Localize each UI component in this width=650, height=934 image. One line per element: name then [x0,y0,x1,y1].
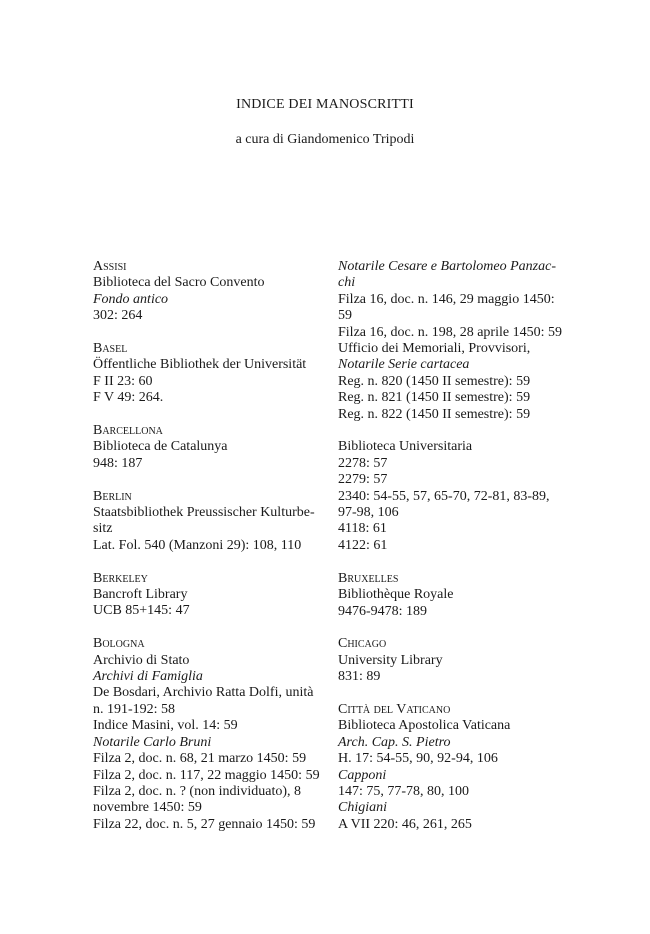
index-entry: De Bosdari, Archivio Ratta Dolfi, unità [93,685,314,701]
collection-heading: Archivi di Famiglia [93,669,203,685]
entry-spacer [93,554,333,570]
index-entry: 2340: 54-55, 57, 65-70, 72-81, 83-89, [338,488,550,504]
index-entry: Filza 2, doc. n. ? (non individuato), 8 [93,783,302,799]
index-entry: University Library [338,652,443,668]
city-heading: Assisi [93,259,127,274]
index-entry: UCB 85+145: 47 [93,603,190,619]
index-entry: Reg. n. 822 (1450 II semestre): 59 [338,406,531,422]
index-entry: n. 191-192: 58 [93,701,176,717]
index-entry: Bibliothèque Royale [338,587,454,603]
index-entry: 831: 89 [338,669,381,685]
city-heading: Berlin [93,488,132,504]
index-entry: Staatsbibliothek Preussischer Kulturbe- [93,505,315,521]
index-column-left [93,259,333,833]
page-subtitle: a cura di Giandomenico Tripodi [235,132,415,147]
entry-spacer [338,423,574,439]
index-entry: A VII 220: 46, 261, 265 [338,816,472,832]
index-entry: F II 23: 60 [93,373,153,389]
city-heading: Berkeley [93,570,148,586]
city-heading: Basel [93,341,128,357]
collection-heading: Notarile Cesare e Bartolomeo Panzac- [338,259,557,274]
index-entry: Filza 22, doc. n. 5, 27 gennaio 1450: 59 [93,816,316,832]
index-entry: Filza 2, doc. n. 68, 21 marzo 1450: 59 [93,751,307,767]
collection-heading: Arch. Cap. S. Pietro [338,734,451,750]
index-entry: Biblioteca Apostolica Vaticana [338,718,511,734]
entry-spacer [93,407,333,423]
collection-heading: Notarile Carlo Bruni [93,734,212,750]
index-entry: Ufficio dei Memoriali, Provvisori, [338,341,531,357]
index-entry: Reg. n. 821 (1450 II semestre): 59 [338,390,531,406]
index-entry: Bancroft Library [93,587,188,603]
index-entry: 2278: 57 [338,455,388,471]
city-heading: Bologna [93,636,145,652]
index-column-right [338,259,574,833]
city-heading: Bruxelles [338,570,399,586]
index-entry: H. 17: 54-55, 90, 92-94, 106 [338,751,498,767]
index-entry: 97-98, 106 [338,505,399,521]
collection-heading: Chigiani [338,800,388,816]
collection-heading: Notarile Serie cartacea [338,357,470,373]
index-entry: 2279: 57 [338,472,388,488]
entry-spacer [93,325,333,341]
index-entry: Filza 16, doc. n. 198, 28 aprile 1450: 59 [338,324,562,340]
index-entry: F V 49: 264. [93,390,164,406]
index-entry: 302: 264 [93,308,143,324]
index-entry: sitz [93,521,113,537]
collection-heading: Capponi [338,767,387,783]
index-entry: Reg. n. 820 (1450 II semestre): 59 [338,373,531,389]
entry-spacer [338,554,574,570]
index-entry: 59 [338,308,352,324]
collection-heading: chi [338,275,356,291]
collection-heading: Fondo antico [93,291,169,307]
entry-spacer [93,620,333,636]
index-entry: 4122: 61 [338,537,388,553]
index-entry: novembre 1450: 59 [93,800,202,816]
index-entry: Biblioteca de Catalunya [93,439,228,455]
index-entry: 948: 187 [93,455,143,471]
index-entry: Biblioteca del Sacro Convento [93,275,265,291]
entry-spacer [338,620,574,636]
index-entry: Filza 2, doc. n. 117, 22 maggio 1450: 59 [93,767,320,783]
entry-spacer [93,472,333,488]
entry-spacer [338,686,574,702]
index-entry: Biblioteca Universitaria [338,439,473,455]
index-entry: Filza 16, doc. n. 146, 29 maggio 1450: [338,291,555,307]
city-heading: Chicago [338,636,387,652]
index-entry: Lat. Fol. 540 (Manzoni 29): 108, 110 [93,537,302,553]
city-heading: Città del Vaticano [338,701,451,717]
city-heading: Barcellona [93,423,163,439]
index-entry: 4118: 61 [338,521,387,537]
page-title: INDICE DEI MANOSCRITTI [236,97,414,112]
index-entry: Indice Masini, vol. 14: 59 [93,718,238,734]
index-entry: Archivio di Stato [93,652,190,668]
index-entry: 147: 75, 77-78, 80, 100 [338,783,470,799]
index-entry: Öffentliche Bibliothek der Universität [93,357,307,373]
index-entry: 9476-9478: 189 [338,603,428,619]
